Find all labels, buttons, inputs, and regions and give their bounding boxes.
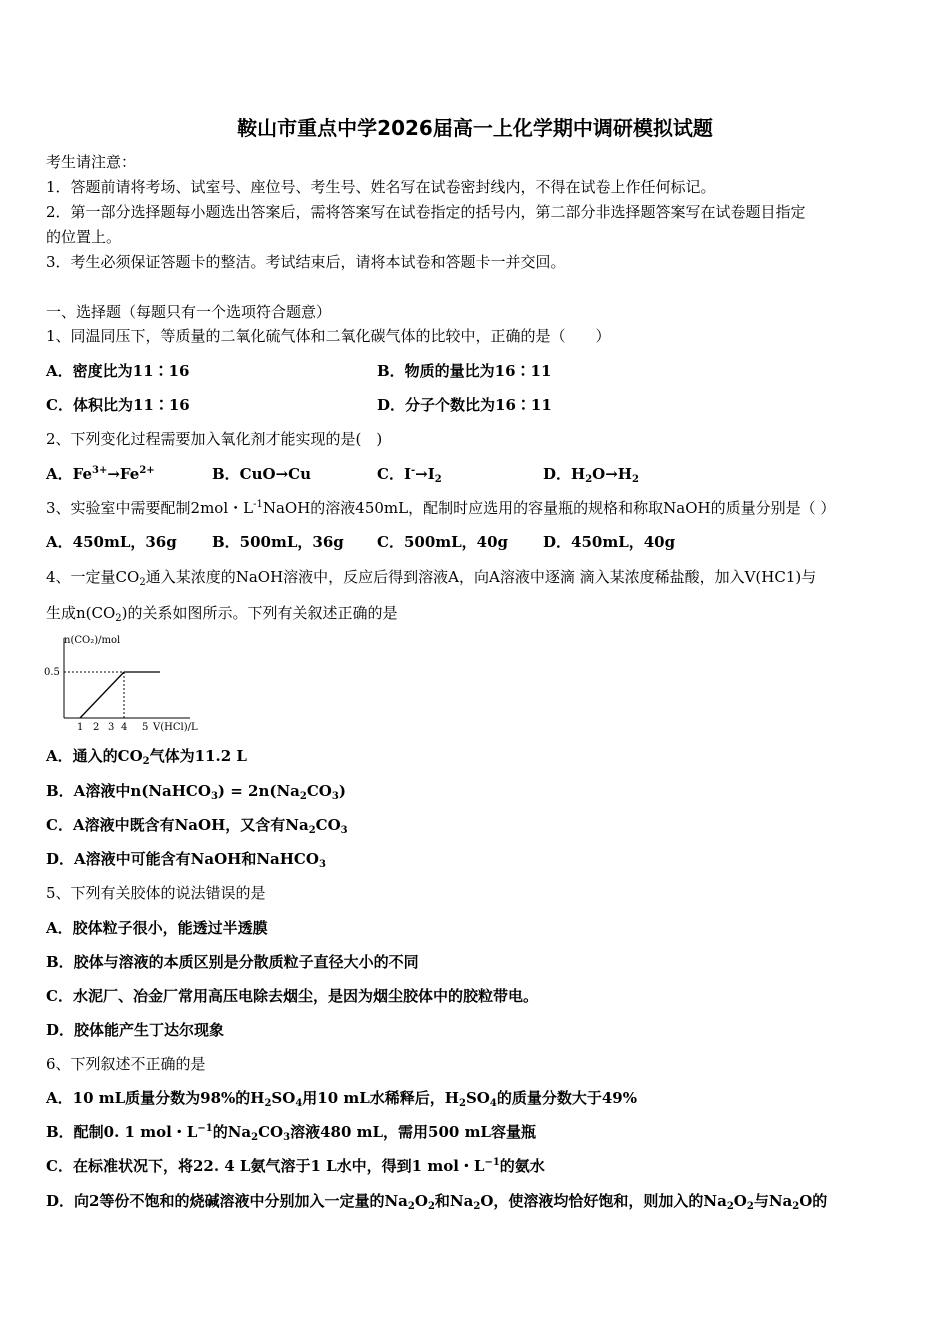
- q4-option-a: A．通入的$CO_2$气体为11.2 L: [46, 747, 247, 767]
- graph-rising-line: [80, 672, 124, 718]
- q3-option-b: B．500mL，36g: [212, 533, 344, 551]
- q2-option-b: B．CuO→Cu: [212, 465, 312, 483]
- graph-x-label: V(HCl)/L: [153, 722, 198, 733]
- q1-option-c: C．体积比为11∶16: [46, 396, 190, 414]
- q5-option-b: B．胶体与溶液的本质区别是分散质粒子直径大小的不同: [46, 953, 419, 971]
- q4-option-b: B．A溶液中n(NaHCO$_3$) = $2n(Na_2CO_3)$: [46, 782, 346, 802]
- q3-stem: 3、实验室中需要配制2mol・$L^{-1}NaOH$的溶液450mL，配制时应选用的容量瓶的规格和称取NaOH的质量分别是（ ）: [46, 499, 836, 517]
- q2-option-a: A．$Fe^{3+}\to Fe^{2+}$: [46, 465, 155, 483]
- co2-hcl-graph: [40, 630, 205, 735]
- graph-x-tick-5: 5: [142, 722, 149, 733]
- notice-heading: 考生请注意：: [46, 153, 137, 171]
- q2-option-c: C．$I^-\to I_2$: [377, 465, 442, 485]
- graph-x-tick-4: 4: [121, 722, 128, 733]
- q5-option-a: A．胶体粒子很小，能透过半透膜: [46, 919, 268, 937]
- q1-option-d: D．分子个数比为16∶11: [377, 396, 552, 414]
- notice-item-2b: 的位置上。: [46, 228, 122, 246]
- graph-x-tick-1: 1: [77, 722, 84, 733]
- notice-item-2a: 2．第一部分选择题每小题选出答案后，需将答案写在试卷指定的括号内，第二部分非选择题答案写在试卷题目指定: [46, 203, 806, 221]
- q6-option-b: B．配制0. 1 mol・$L^{-1}$的$Na_2CO_3$溶液480 mL，需用500 mL容量瓶: [46, 1123, 536, 1143]
- q3-option-d: D．450mL，40g: [543, 533, 676, 551]
- q4-stem-line1: 4、一定量$CO_2$通入某浓度的NaOH溶液中，反应后得到溶液A，向A溶液中逐滴 滴入某浓度稀盐酸，加入V(HC1)与: [46, 568, 817, 588]
- q6-option-d: D．向2等份不饱和的烧碱溶液中分别加入一定量的$Na_2O_2$和$Na_2O$，使溶液均恰好饱和，则加入的$Na_2O_2$与$Na_2O$的: [46, 1192, 828, 1212]
- graph-x-tick-2: 2: [93, 722, 100, 733]
- page-title: 鞍山市重点中学2026届高一上化学期中调研模拟试题: [237, 116, 713, 140]
- q3-option-c: C．500mL，40g: [377, 533, 509, 551]
- notice-item-1: 1．答题前请将考场、试室号、座位号、考生号、姓名写在试卷密封线内，不得在试卷上作任何标记。: [46, 178, 716, 196]
- q1-stem: 1、同温同压下，等质量的二氧化硫气体和二氧化碳气体的比较中，正确的是（ ）: [46, 327, 611, 345]
- graph-x-tick-3: 3: [108, 722, 115, 733]
- q4-option-d: D．A溶液中可能含有NaOH和NaHCO$_3$: [46, 850, 326, 870]
- graph-y-label: n(CO₂)/mol: [64, 635, 121, 646]
- q1-option-a: A．密度比为11∶16: [46, 362, 190, 380]
- q5-stem: 5、下列有关胶体的说法错误的是: [46, 884, 266, 902]
- q3-option-a: A．450mL，36g: [46, 533, 177, 551]
- q4-option-c: C．A溶液中既含有NaOH，又含有$Na_2CO_3$: [46, 816, 348, 836]
- q5-option-c: C．水泥厂、冶金厂常用高压电除去烟尘，是因为烟尘胶体中的胶粒带电。: [46, 987, 538, 1005]
- q6-option-a: A．10 mL质量分数为98%的$H_2SO_4$用10 mL水稀释后，$H_2SO_4$的质量分数大于49%: [46, 1089, 637, 1109]
- q6-stem: 6、下列叙述不正确的是: [46, 1055, 206, 1073]
- q5-option-d: D．胶体能产生丁达尔现象: [46, 1021, 225, 1039]
- q2-stem: 2、下列变化过程需要加入氧化剂才能实现的是( ): [46, 430, 383, 448]
- graph-y-tick: 0.5: [44, 667, 60, 678]
- q4-stem-line2: 生成$n(CO_2)$的关系如图所示。下列有关叙述正确的是: [46, 604, 398, 624]
- section-heading: 一、选择题（每题只有一个选项符合题意）: [46, 303, 332, 321]
- notice-item-3: 3．考生必须保证答题卡的整洁。考试结束后，请将本试卷和答题卡一并交回。: [46, 253, 566, 271]
- q2-option-d: D．$H_2O\to H_2$: [543, 465, 639, 485]
- q6-option-c: C．在标准状况下，将22. 4 L氨气溶于1 L水中，得到1 mol・$L^{-1}$的氨水: [46, 1157, 545, 1175]
- q1-option-b: B．物质的量比为16∶11: [377, 362, 552, 380]
